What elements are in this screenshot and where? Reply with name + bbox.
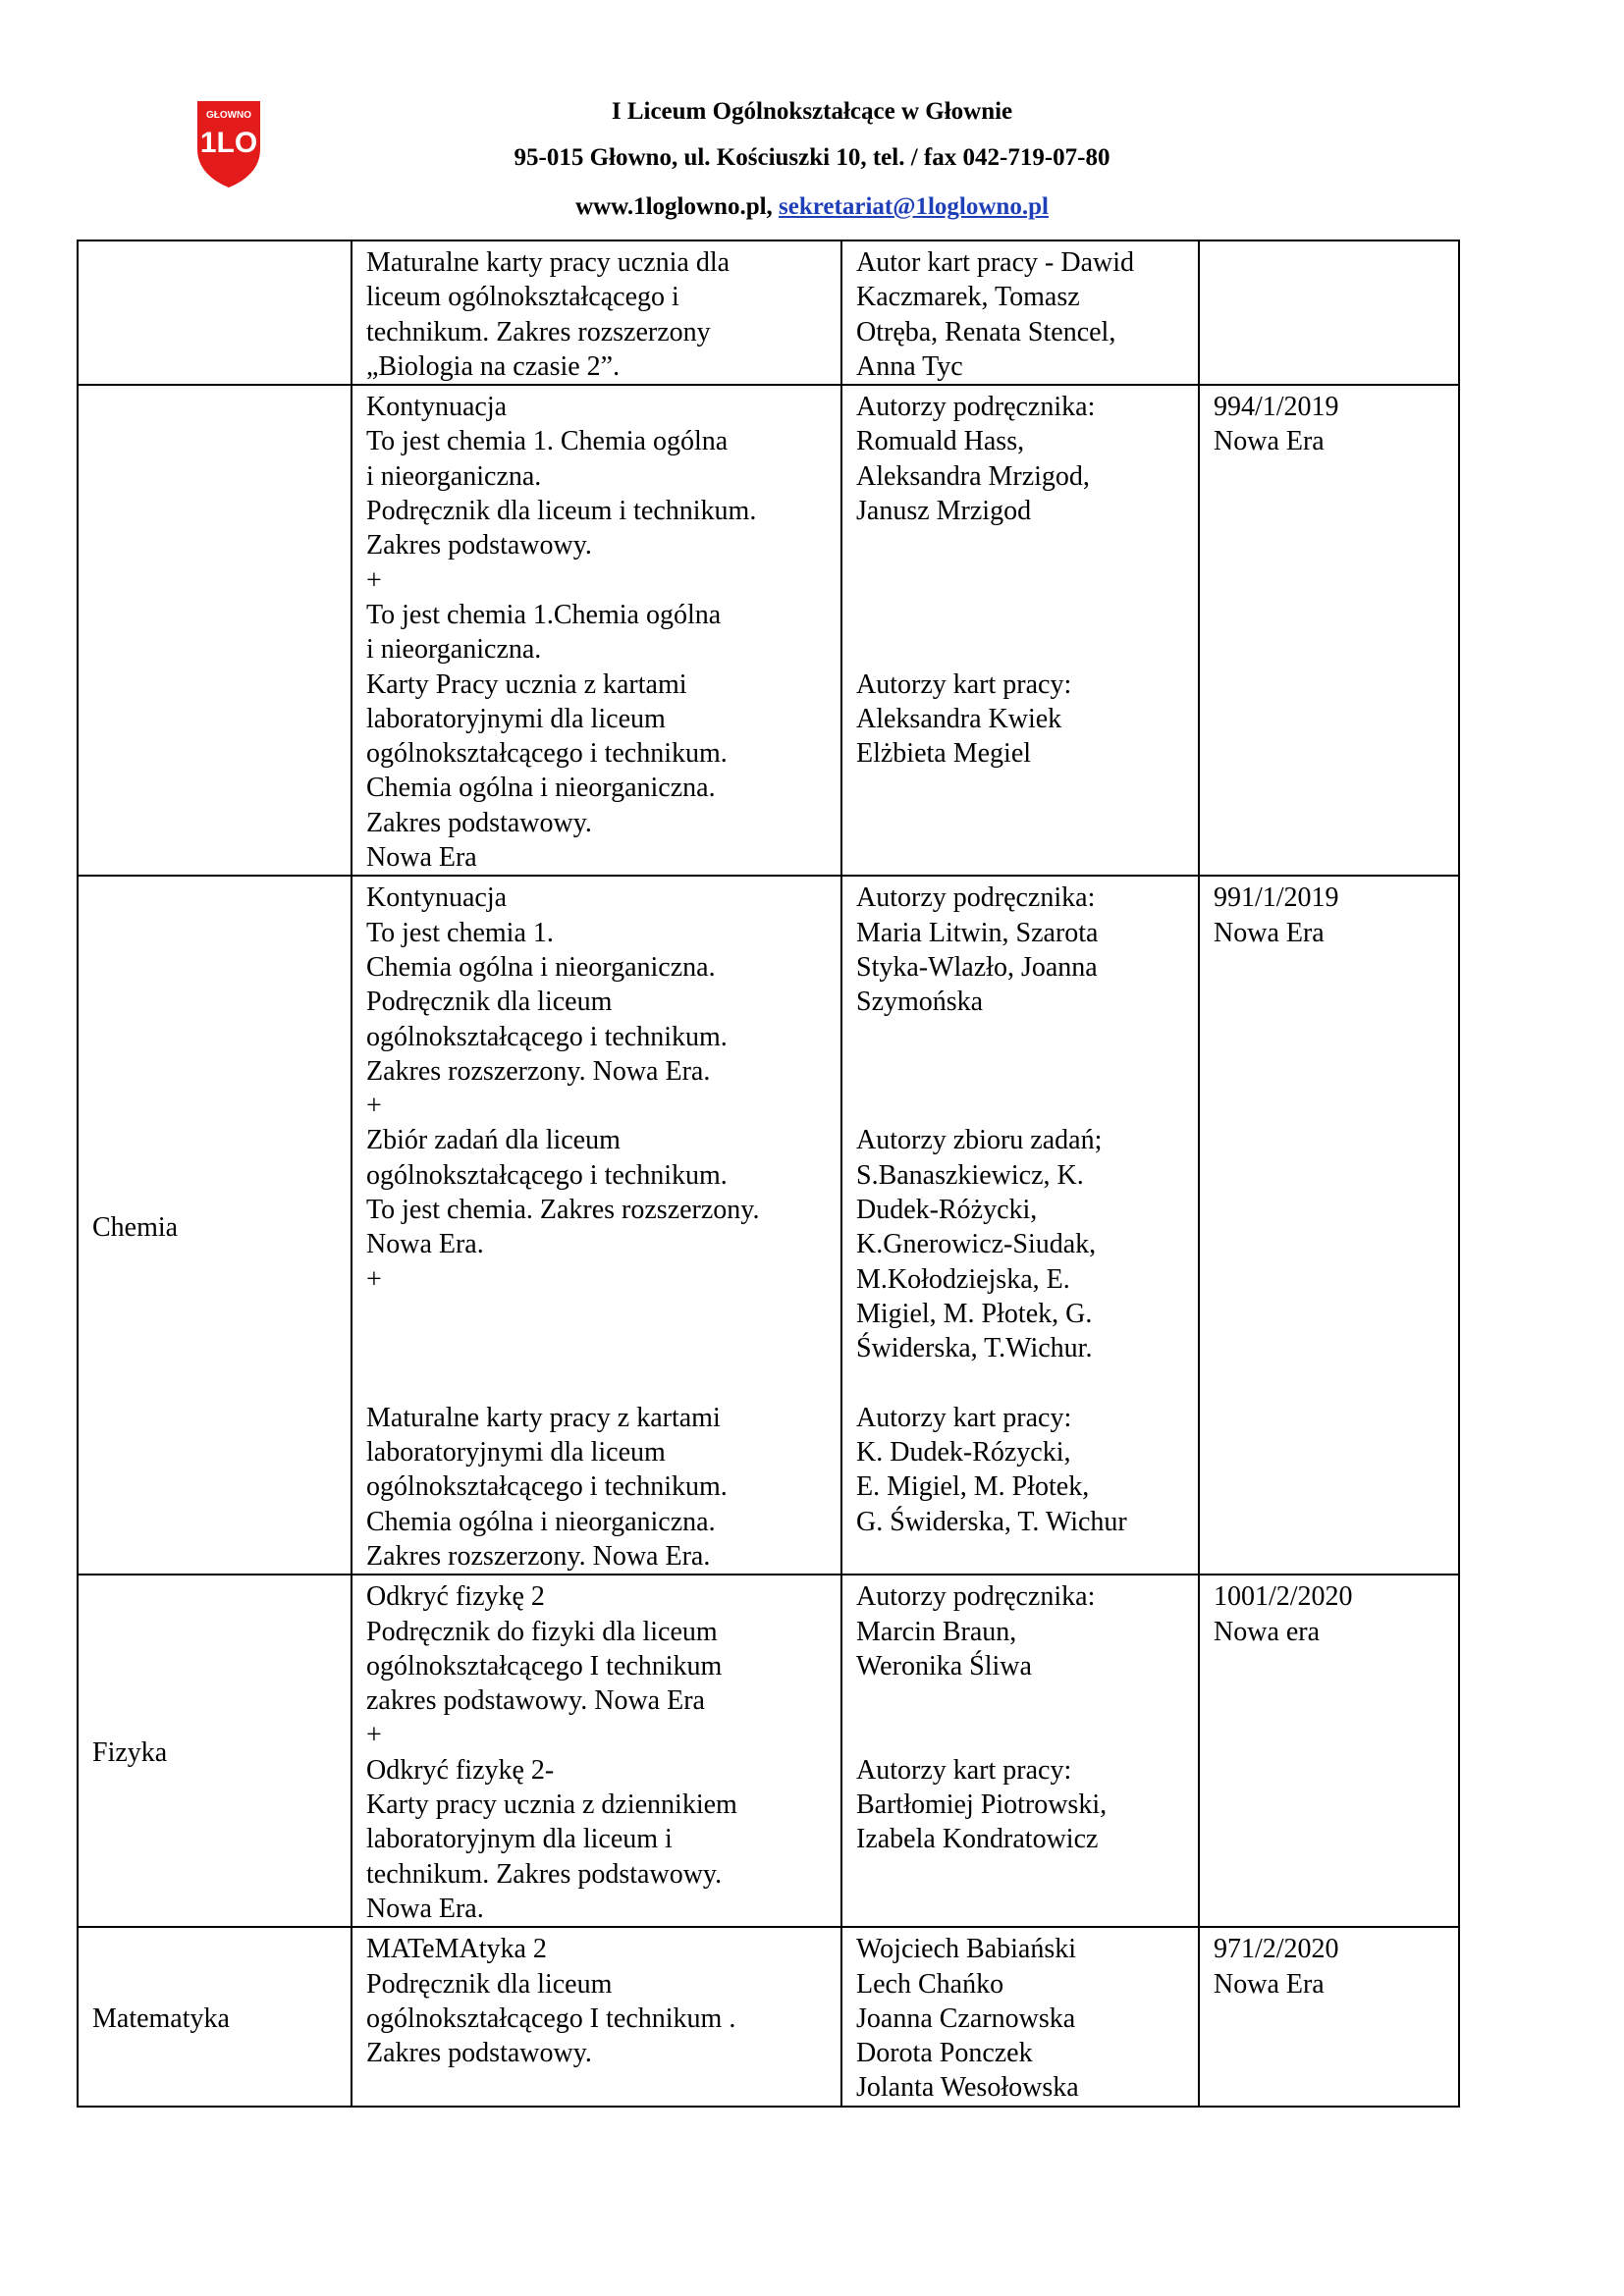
- title-line: ogólnokształcącego i technikum.: [366, 1021, 728, 1052]
- title-line: MATeMAtyka 2: [366, 1934, 547, 1965]
- blank-line: [856, 1718, 1184, 1752]
- authors-line: Joanna Czarnowska: [856, 2002, 1076, 2034]
- title-line: Odkryć fizykę 2-: [366, 1754, 555, 1786]
- title-line: ogólnokształcącego I technikum .: [366, 2002, 736, 2034]
- authors-line: Dudek-Różycki,: [856, 1195, 1038, 1226]
- title-line: Karty Pracy ucznia z kartami: [366, 668, 687, 700]
- authors-line: Świderska, T.Wichur.: [856, 1333, 1093, 1364]
- title-line: Maturalne karty pracy ucznia dla: [366, 247, 731, 278]
- school-address: 95-015 Głowno, ul. Kościuszki 10, tel. / fax 042-719-07-80: [514, 144, 1110, 171]
- authors-line: Maria Litwin, Szarota: [856, 917, 1099, 948]
- authors-line: Szymońska: [856, 987, 984, 1018]
- title-line: Chemia ogólna i nieorganiczna.: [366, 1506, 716, 1537]
- subject-cell: [78, 385, 352, 876]
- title-line: Nowa Era.: [366, 1893, 484, 1924]
- authors-line: Aleksandra Mrzigod,: [856, 460, 1090, 492]
- approval-cell: [1199, 876, 1459, 1575]
- title-line: Kontynuacja: [366, 882, 508, 914]
- title-cell: [352, 385, 841, 876]
- title-line: Maturalne karty pracy z kartami: [366, 1402, 721, 1433]
- approval-cell: [1199, 385, 1459, 876]
- textbook-table: [77, 240, 1460, 2108]
- title-line: Odkryć fizykę 2: [366, 1581, 545, 1613]
- authors-line: G. Świderska, T. Wichur: [856, 1506, 1127, 1537]
- title-line: +: [366, 1720, 382, 1751]
- title-line: Nowa Era.: [366, 1229, 484, 1260]
- authors-line: Kaczmarek, Tomasz: [856, 282, 1080, 313]
- title-line: +: [366, 1091, 382, 1122]
- authors-line: S.Banaszkiewicz, K.: [856, 1159, 1084, 1191]
- title-line: technikum. Zakres rozszerzony: [366, 316, 711, 347]
- title-line: To jest chemia 1. Chemia ogólna: [366, 426, 729, 457]
- blank-line: [856, 528, 1184, 562]
- title-line: Zakres podstawowy.: [366, 807, 592, 838]
- approval-line: Nowa Era: [1214, 917, 1325, 948]
- title-line: Podręcznik dla liceum: [366, 987, 613, 1018]
- authors-cell: [841, 1575, 1199, 1927]
- title-line: Nowa Era: [366, 842, 477, 874]
- authors-line: Izabela Kondratowicz: [856, 1824, 1099, 1855]
- approval-line: 1001/2/2020: [1214, 1581, 1353, 1613]
- authors-line: Autor kart pracy - Dawid: [856, 247, 1135, 278]
- approval-line: Nowa era: [1214, 1616, 1321, 1647]
- approval-line: 991/1/2019: [1214, 882, 1339, 914]
- title-line: Zakres podstawowy.: [366, 2038, 592, 2069]
- authors-cell: [841, 385, 1199, 876]
- title-line: Podręcznik dla liceum i technikum.: [366, 496, 757, 527]
- authors-line: Autorzy podręcznika:: [856, 392, 1096, 423]
- approval-cell: [1199, 1575, 1459, 1927]
- title-line: To jest chemia 1.Chemia ogólna: [366, 599, 722, 630]
- title-line: Chemia ogólna i nieorganiczna.: [366, 773, 716, 804]
- title-line: To jest chemia 1.: [366, 917, 554, 948]
- authors-cell: [841, 1927, 1199, 2106]
- title-line: laboratoryjnymi dla liceum: [366, 703, 666, 734]
- title-line: Podręcznik do fizyki dla liceum: [366, 1616, 718, 1647]
- title-line: technikum. Zakres podstawowy.: [366, 1858, 723, 1890]
- title-line: ogólnokształcącego i technikum.: [366, 1471, 728, 1503]
- authors-line: Autorzy podręcznika:: [856, 1581, 1096, 1613]
- title-line: ogólnokształcącego i technikum.: [366, 738, 728, 770]
- authors-cell: [841, 240, 1199, 385]
- table-row: [78, 1927, 1459, 2106]
- title-line: laboratoryjnym dla liceum i: [366, 1824, 673, 1855]
- table-row: [78, 240, 1459, 385]
- title-line: Chemia ogólna i nieorganiczna.: [366, 951, 716, 983]
- authors-line: Lech Chańko: [856, 1968, 1004, 2000]
- authors-line: Aleksandra Kwiek: [856, 703, 1062, 734]
- authors-line: Romuald Hass,: [856, 426, 1025, 457]
- title-cell: [352, 1927, 841, 2106]
- blank-line: [856, 1054, 1184, 1089]
- blank-line: [856, 598, 1184, 632]
- title-line: „Biologia na czasie 2”.: [366, 350, 621, 382]
- authors-line: Autorzy kart pracy:: [856, 1754, 1072, 1786]
- title-line: To jest chemia. Zakres rozszerzony.: [366, 1195, 760, 1226]
- subject-cell: Matematyka: [78, 1927, 352, 2106]
- title-line: i nieorganiczna.: [366, 460, 542, 492]
- authors-line: Autorzy kart pracy:: [856, 668, 1072, 700]
- authors-line: Marcin Braun,: [856, 1616, 1017, 1647]
- svg-text:GŁOWNO: GŁOWNO: [205, 110, 252, 121]
- authors-line: Elżbieta Megiel: [856, 738, 1032, 770]
- authors-line: Autorzy kart pracy:: [856, 1402, 1072, 1433]
- title-cell: [352, 240, 841, 385]
- approval-line: 994/1/2019: [1214, 392, 1339, 423]
- blank-line: [366, 1366, 827, 1401]
- svg-text:1LO: 1LO: [199, 127, 258, 159]
- blank-line: [856, 1366, 1184, 1401]
- title-line: liceum ogólnokształcącego i: [366, 282, 679, 313]
- title-line: i nieorganiczna.: [366, 634, 542, 666]
- title-line: Zakres rozszerzony. Nowa Era.: [366, 1055, 711, 1087]
- authors-line: Autorzy zbioru zadań;: [856, 1125, 1103, 1156]
- subject-cell: [78, 240, 352, 385]
- title-line: zakres podstawowy. Nowa Era: [366, 1685, 705, 1717]
- title-cell: [352, 1575, 841, 1927]
- authors-line: M.Kołodziejska, E.: [856, 1263, 1070, 1295]
- authors-line: Wojciech Babiański: [856, 1934, 1077, 1965]
- blank-line: [856, 563, 1184, 598]
- authors-line: Styka-Wlazło, Joanna: [856, 951, 1098, 983]
- title-line: Karty pracy ucznia z dziennikiem: [366, 1789, 737, 1821]
- title-line: Kontynuacja: [366, 392, 508, 423]
- authors-line: Jolanta Wesołowska: [856, 2072, 1079, 2104]
- title-line: ogólnokształcącego i technikum.: [366, 1159, 728, 1191]
- authors-line: Anna Tyc: [856, 350, 963, 382]
- blank-line: [366, 1297, 827, 1331]
- approval-cell: [1199, 1927, 1459, 2106]
- table-row: [78, 1575, 1459, 1927]
- title-line: Zbiór zadań dla liceum: [366, 1125, 621, 1156]
- authors-line: Migiel, M. Płotek, G.: [856, 1298, 1093, 1329]
- title-line: +: [366, 564, 382, 596]
- authors-line: Otręba, Renata Stencel,: [856, 316, 1116, 347]
- approval-line: Nowa Era: [1214, 426, 1325, 457]
- title-cell: [352, 876, 841, 1575]
- title-line: Zakres podstawowy.: [366, 530, 592, 561]
- blank-line: [856, 1089, 1184, 1123]
- authors-line: Janusz Mrzigod: [856, 496, 1032, 527]
- blank-line: [856, 1683, 1184, 1718]
- table-row: [78, 876, 1459, 1575]
- approval-line: Nowa Era: [1214, 1968, 1325, 2000]
- authors-line: K.Gnerowicz-Siudak,: [856, 1229, 1097, 1260]
- website-text: www.1loglowno.pl,: [575, 193, 773, 220]
- blank-line: [856, 632, 1184, 667]
- authors-line: Bartłomiej Piotrowski,: [856, 1789, 1108, 1821]
- authors-line: K. Dudek-Rózycki,: [856, 1437, 1071, 1468]
- title-line: Zakres rozszerzony. Nowa Era.: [366, 1540, 711, 1572]
- school-name: I Liceum Ogólnokształcące w Głownie: [611, 98, 1013, 125]
- title-line: laboratoryjnymi dla liceum: [366, 1437, 666, 1468]
- authors-line: Weronika Śliwa: [856, 1650, 1032, 1682]
- title-line: +: [366, 1263, 382, 1295]
- blank-line: [366, 1331, 827, 1365]
- authors-line: Dorota Ponczek: [856, 2038, 1033, 2069]
- title-line: Podręcznik dla liceum: [366, 1968, 613, 2000]
- contact-line: [0, 193, 1624, 221]
- email-link[interactable]: sekretariat@1loglowno.pl: [779, 193, 1049, 220]
- blank-line: [856, 1020, 1184, 1054]
- subject-cell: Chemia: [78, 876, 352, 1575]
- authors-line: E. Migiel, M. Płotek,: [856, 1471, 1090, 1503]
- authors-cell: [841, 876, 1199, 1575]
- title-line: ogólnokształcącego I technikum: [366, 1650, 723, 1682]
- subject-cell: Fizyka: [78, 1575, 352, 1927]
- approval-cell: [1199, 240, 1459, 385]
- authors-line: Autorzy podręcznika:: [856, 882, 1096, 914]
- approval-line: 971/2/2020: [1214, 1934, 1339, 1965]
- table-row: [78, 385, 1459, 876]
